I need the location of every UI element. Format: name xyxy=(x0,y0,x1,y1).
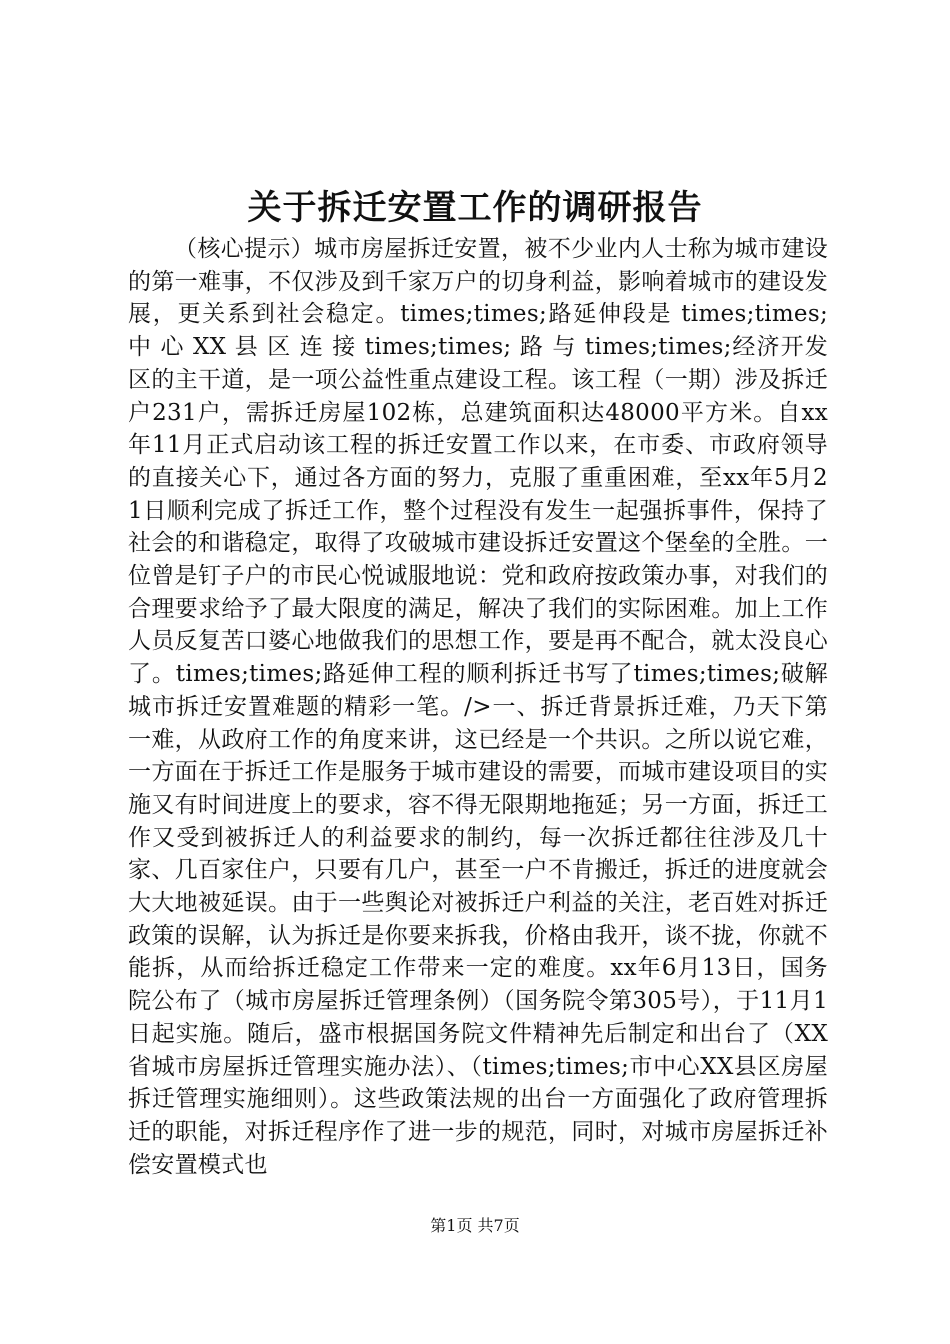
document-title: 关于拆迁安置工作的调研报告 xyxy=(247,188,703,228)
page-number-footer: 第1页 共7页 xyxy=(430,1216,520,1235)
document-body-paragraph: （核心提示）城市房屋拆迁安置，被不少业内人士称为城市建设的第一难事，不仅涉及到千家万户的切身利益，影响着城市的建设发展，更关系到社会稳定。times;times;路延伸段是 times;times; 中 心 XX 县 区 连 接 times;times; 路 与 times;times;经济开发区的主干道，是一项公益性重点建设工程。该工程（一期）涉及拆迁户231户，需拆迁房屋102栋，总建筑面积达48000平方米。自xx年11月正式启动该工程的拆迁安置工作以来，在市委、市政府领导的直接关心下，通过各方面的努力，克服了重重困难，至xx年5月21日顺利完成了拆迁工作，整个过程没有发生一起强拆事件，保持了社会的和谐稳定，取得了攻破城市建设拆迁安置这个堡垒的全胜。一位曾是钉子户的市民心悦诚服地说：党和政府按政策办事，对我们的合理要求给予了最大限度的满足，解决了我们的实际困难。加上工作人员反复苦口婆心地做我们的思想工作，要是再不配合，就太没良心了。times;times;路延伸工程的顺利拆迁书写了times;times;破解城市拆迁安置难题的精彩一笔。/>一、拆迁背景拆迁难，乃天下第一难，从政府工作的角度来讲，这已经是一个共识。之所以说它难，一方面在于拆迁工作是服务于城市建设的需要，而城市建设项目的实施又有时间进度上的要求，容不得无限期地拖延；另一方面，拆迁工作又受到被拆迁人的利益要求的制约，每一次拆迁都往往涉及几十家、几百家住户，只要有几户，甚至一户不肯搬迁，拆迁的进度就会大大地被延误。由于一些舆论对被拆迁户利益的关注，老百姓对拆迁政策的误解，认为拆迁是你要来拆我，价格由我开，谈不拢，你就不能拆，从而给拆迁稳定工作带来一定的难度。xx年6月13日，国务院公布了（城市房屋拆迁管理条例）（国务院令第305号），于11月1日起实施。随后，盛市根据国务院文件精神先后制定和出台了（XX省城市房屋拆迁管理实施办法）、（times;times;市中心XX县区房屋拆迁管理实施细则）。这些政策法规的出台一方面强化了政府管理拆迁的职能，对拆迁程序作了进一步的规范，同时，对城市房屋拆迁补偿安置模式也 xyxy=(128,236,828,1178)
